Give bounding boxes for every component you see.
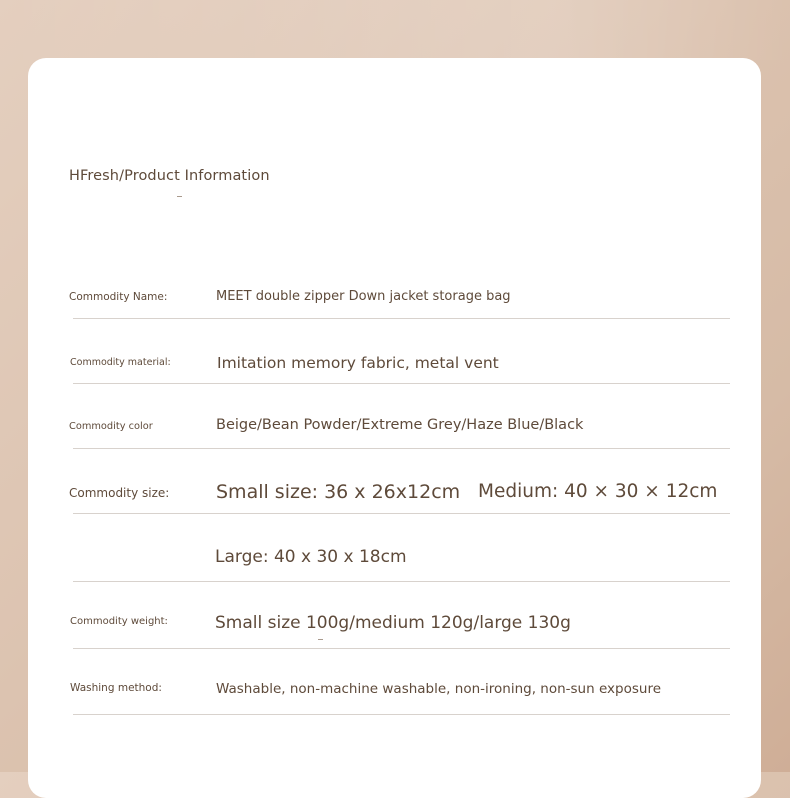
row-divider <box>73 581 730 582</box>
commodity-size-label: Commodity size: <box>69 486 170 500</box>
row-divider <box>73 714 730 715</box>
commodity-weight-value: Small size 100g/medium 120g/large 130g <box>215 613 571 633</box>
decorative-mark <box>177 196 182 197</box>
commodity-material-label: Commodity material: <box>70 357 171 368</box>
brand-name: HFresh <box>69 168 120 184</box>
page-title <box>69 168 270 184</box>
commodity-size-large: Large: 40 x 30 x 18cm <box>215 547 407 567</box>
row-divider <box>73 318 730 319</box>
row-divider <box>73 383 730 384</box>
commodity-color-label: Commodity color <box>69 421 153 432</box>
washing-method-value: Washable, non-machine washable, non-ironing, non-sun exposure <box>216 681 661 697</box>
row-divider <box>73 448 730 449</box>
row-divider <box>73 648 730 649</box>
background-glow <box>0 0 790 60</box>
commodity-name-label: Commodity Name: <box>69 291 168 303</box>
commodity-weight-label: Commodity weight: <box>70 616 168 627</box>
title-separator: / <box>119 168 125 184</box>
commodity-color-value: Beige/Bean Powder/Extreme Grey/Haze Blue/Black <box>216 417 584 433</box>
washing-method-label: Washing method: <box>70 682 162 694</box>
commodity-name-value: MEET double zipper Down jacket storage bag <box>216 289 511 304</box>
commodity-material-value: Imitation memory fabric, metal vent <box>217 354 499 372</box>
row-divider <box>73 513 730 514</box>
commodity-size-small: Small size: 36 x 26x12cm <box>216 481 461 503</box>
section-title: Product Information <box>124 168 270 184</box>
decorative-mark <box>318 639 323 640</box>
commodity-size-medium: Medium: 40 × 30 × 12cm <box>478 481 718 502</box>
